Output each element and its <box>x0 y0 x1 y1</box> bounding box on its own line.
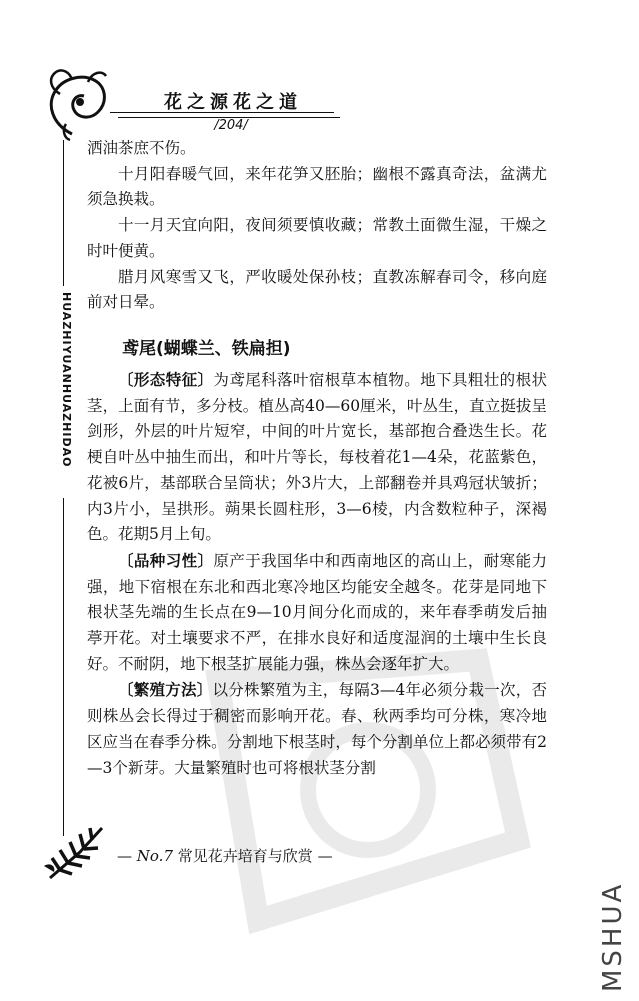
side-rule <box>63 498 64 836</box>
side-pinyin-title: HUAZHIYUANHUAZHIDAO <box>60 292 73 468</box>
paragraph: 腊月风寒雪又飞，严收暖处保孙枝；直教冻解春司令，移向庭前对日晕。 <box>87 267 547 312</box>
paragraph-text: 为鸢尾科落叶宿根草本植物。地下具粗壮的根状茎，上面有节，多分枝。植丛高40—60厘米，叶丛生，直立挺拔呈剑形，外层的叶片短窄，中间的叶片宽长，基部抱合叠迭生长。花梗自叶丛中抽生而出，和叶片等长，每枝着花1—4朵，花蓝紫色，花被6片，基部联合呈筒状；外3片大，上部翻卷并具鸡冠状皱折；内3片小，呈拱形。蒴果长圆柱形，3—6棱，内含数粒种子，深褐色。花期5月上旬。 <box>87 371 547 544</box>
paragraph: 十一月天宜向阳，夜间须要慎收藏；常教土面微生湿，干燥之时叶便黄。 <box>87 216 547 260</box>
series-number: No.7 <box>136 847 173 865</box>
paragraph-label: 〔品种习性〕 <box>118 550 214 570</box>
header-rule <box>110 112 334 113</box>
section-heading: 鸢尾(蝴蝶兰、铁扁担) <box>122 339 291 359</box>
flower-ornament-icon <box>42 64 112 144</box>
paragraph-label: 〔繁殖方法〕 <box>118 680 213 700</box>
paragraph-text: 原产于我国华中和西南地区的高山上，耐寒能力强，地下宿根在东北和西北寒冷地区均能安全越冬。花芽是同地下根状茎先端的生长点在9—10月间分化而成的，来年春季萌发后抽葶开花。对土壤要求不严，在排水良好和适度湿润的土壤中生长良好。不耐阴，地下根茎扩展能力强，株丛会逐年扩大。 <box>87 551 547 673</box>
fern-ornament-icon <box>40 822 116 882</box>
paragraph: 洒油茶庶不伤。 <box>87 139 196 157</box>
footer-dash: — <box>117 847 137 865</box>
page-number: /204/ <box>214 118 248 133</box>
paragraph-label: 〔形态特征〕 <box>118 370 214 389</box>
book-title: 花之源花之道 <box>164 92 302 113</box>
paragraph: 十月阳春暖气回，来年花笋又胚胎；幽根不露真奇法，盆满尤须急换栽。 <box>87 164 547 209</box>
paragraph <box>87 367 547 548</box>
side-rule <box>63 140 64 286</box>
edge-watermark: MSHUA <box>598 881 628 992</box>
paragraph-text: 以分株繁殖为主，每隔3—4年必须分栽一次，否则株丛会长得过于稠密而影响开花。春、秋两季均可分株，寒冷地区应当在春季分株。分割地下根茎时，每个分割单位上都必须带有2—3个新芽。大量繁殖时也可将根状茎分割 <box>87 681 547 777</box>
footer-dash: — <box>312 847 333 865</box>
series-subtitle: 常见花卉培育与欣赏 <box>177 847 313 865</box>
watermark-seal-icon <box>178 640 538 940</box>
intro-text <box>87 136 547 316</box>
